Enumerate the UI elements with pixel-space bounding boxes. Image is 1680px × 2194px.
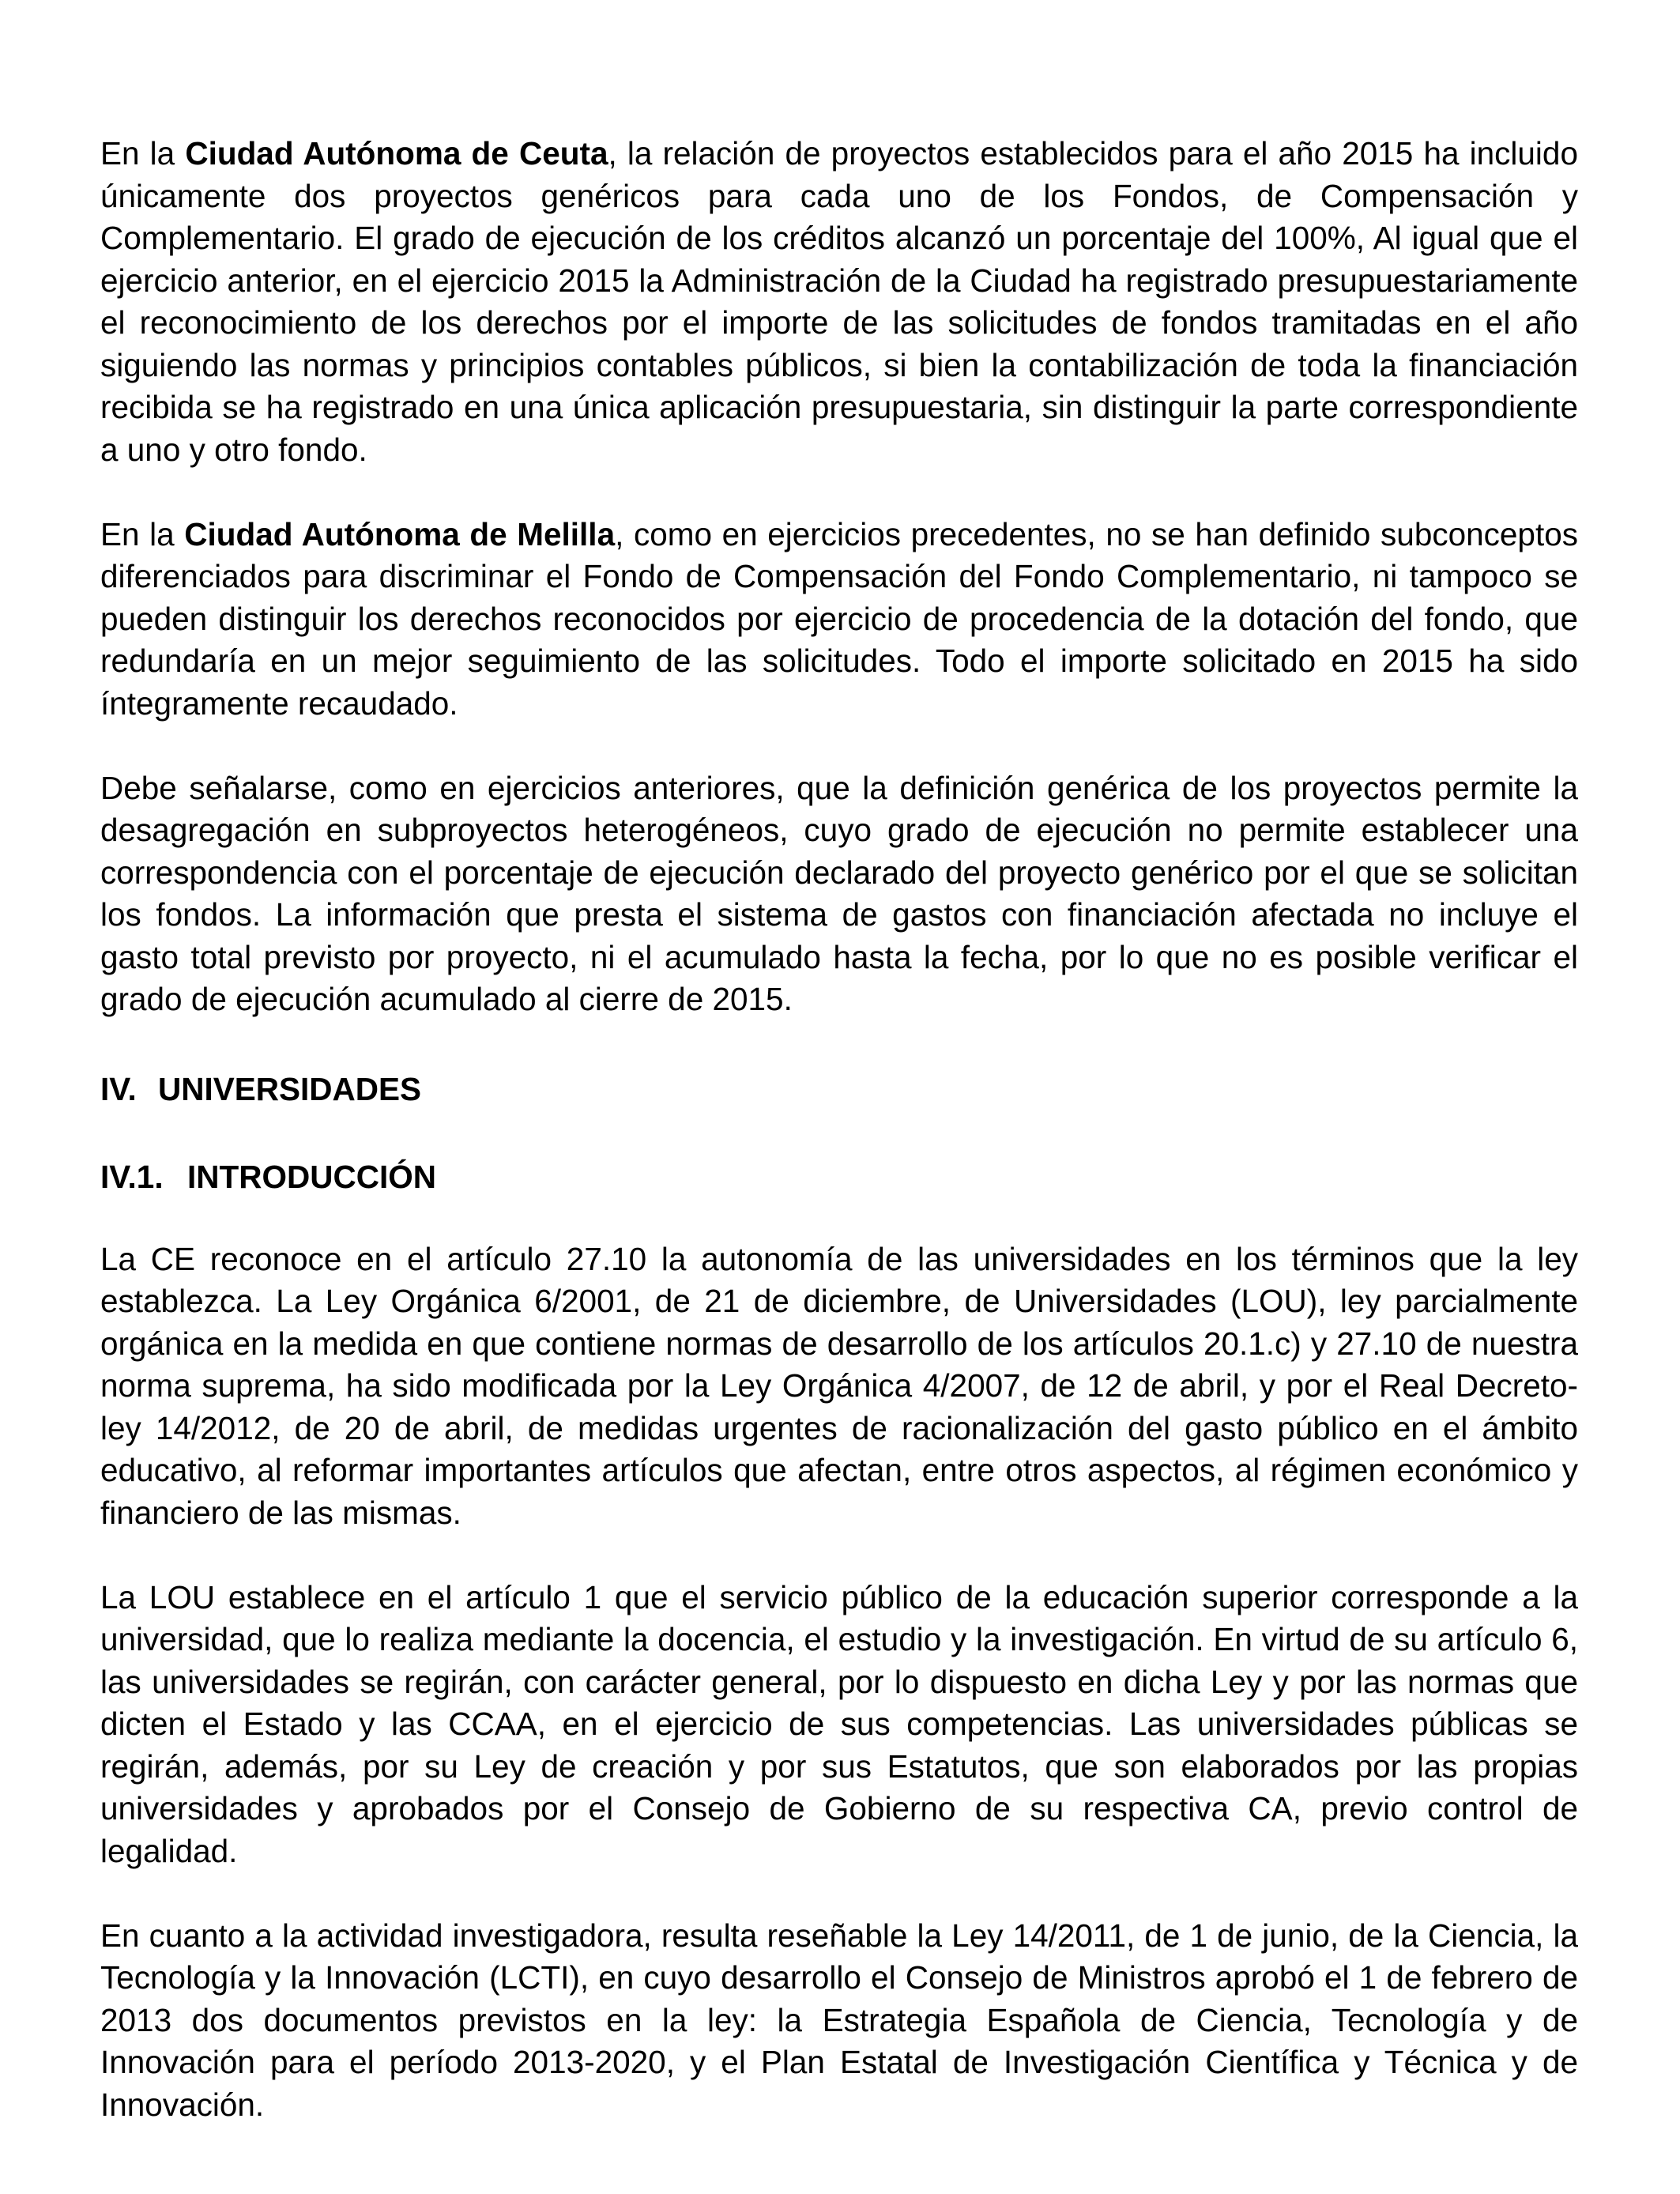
entity-ceuta: Ciudad Autónoma de Ceuta <box>185 135 608 172</box>
paragraph-generic-projects: Debe señalarse, como en ejercicios anteriores, que la definición genérica de los proyectos permite la desagregación en subproyectos heterogéneos, cuyo grado de ejecución no permite establecer una correspondencia con el porcentaje de ejecución declarado del proyecto genérico por el que se solicitan los fondos. La información que presta el sistema de gastos con financiación afectada no incluye el gasto total previsto por proyecto, ni el acumulado hasta la fecha, por lo que no es posible verificar el grado de ejecución acumulado al cierre de 2015. <box>100 769 1578 1017</box>
paragraph-ceuta <box>100 133 1578 471</box>
subsection-title: INTRODUCCIÓN <box>187 1159 436 1195</box>
paragraph-melilla <box>100 514 1578 726</box>
entity-melilla: Ciudad Autónoma de Melilla <box>184 515 616 552</box>
document-page <box>100 133 1578 2126</box>
paragraph-melilla-body: , como en ejercicios precedentes, no se han definido subconceptos diferenciados para discriminar el Fondo de Compensación del Fondo Complementario, ni tampoco se pueden distinguir los derechos reconocidos por ejercicio de procedencia de la dotación del fondo, que redundaría en un mejor seguimiento de las solicitudes. Todo el importe solicitado en 2015 ha sido íntegramente recaudado. <box>100 515 1578 722</box>
paragraph-ce: La CE reconoce en el artículo 27.10 la autonomía de las universidades en los términos que la ley establezca. La Ley Orgánica 6/2001, de 21 de diciembre, de Universidades (LOU), ley parcialmente orgánica en la medida en que contiene normas de desarrollo de los artículos 20.1.c) y 27.10 de nuestra norma suprema, ha sido modificada por la Ley Orgánica 4/2007, de 12 de abril, y por el Real Decreto-ley 14/2012, de 20 de abril, de medidas urgentes de racionalización del gasto público en el ámbito educativo, al reformar importantes artículos que afectan, entre otros aspectos, al régimen económico y financiero de las mismas. <box>100 1240 1578 1531</box>
paragraph-ceuta-lead: En la <box>100 135 186 172</box>
paragraph-lcti: En cuanto a la actividad investigadora, resulta reseñable la Ley 14/2011, de 1 de junio, de la Ciencia, la Tecnología y la Innovación (LCTI), en cuyo desarrollo el Consejo de Ministros aprobó el 1 de febrero de 2013 dos documentos previstos en la ley: la Estrategia Española de Ciencia, Tecnología y de Innovación para el período 2013-2020, y el Plan Estatal de Investigación Científica y Técnica y de Innovación. <box>100 1917 1578 2123</box>
subsection-heading <box>100 1156 1578 1199</box>
section-number: IV. <box>100 1070 137 1107</box>
section-title: UNIVERSIDADES <box>158 1070 422 1107</box>
paragraph-melilla-lead: En la <box>100 515 185 552</box>
subsection-number: IV.1. <box>100 1159 164 1195</box>
paragraph-lou: La LOU establece en el artículo 1 que el servicio público de la educación superior corresponde a la universidad, que lo realiza mediante la docencia, el estudio y la investigación. En virtud de su artículo 6, las universidades se regirán, con carácter general, por lo dispuesto en dicha Ley y por las normas que dicten el Estado y las CCAA, en el ejercicio de sus competencias. Las universidades públicas se regirán, además, por su Ley de creación y por sus Estatutos, que son elaborados por las propias universidades y aprobados por el Consejo de Gobierno de su respectiva CA, previo control de legalidad. <box>100 1578 1578 1869</box>
paragraph-ceuta-body: , la relación de proyectos establecidos para el año 2015 ha incluido únicamente dos proyectos genéricos para cada uno de los Fondos, de Compensación y Complementario. El grado de ejecución de los créditos alcanzó un porcentaje del 100%, Al igual que el ejercicio anterior, en el ejercicio 2015 la Administración de la Ciudad ha registrado presupuestariamente el reconocimiento de los derechos por el importe de las solicitudes de fondos tramitadas en el año siguiendo las normas y principios contables públicos, si bien la contabilización de toda la financiación recibida se ha registrado en una única aplicación presupuestaria, sin distinguir la parte correspondiente a uno y otro fondo. <box>100 135 1578 468</box>
section-heading <box>100 1069 1578 1111</box>
